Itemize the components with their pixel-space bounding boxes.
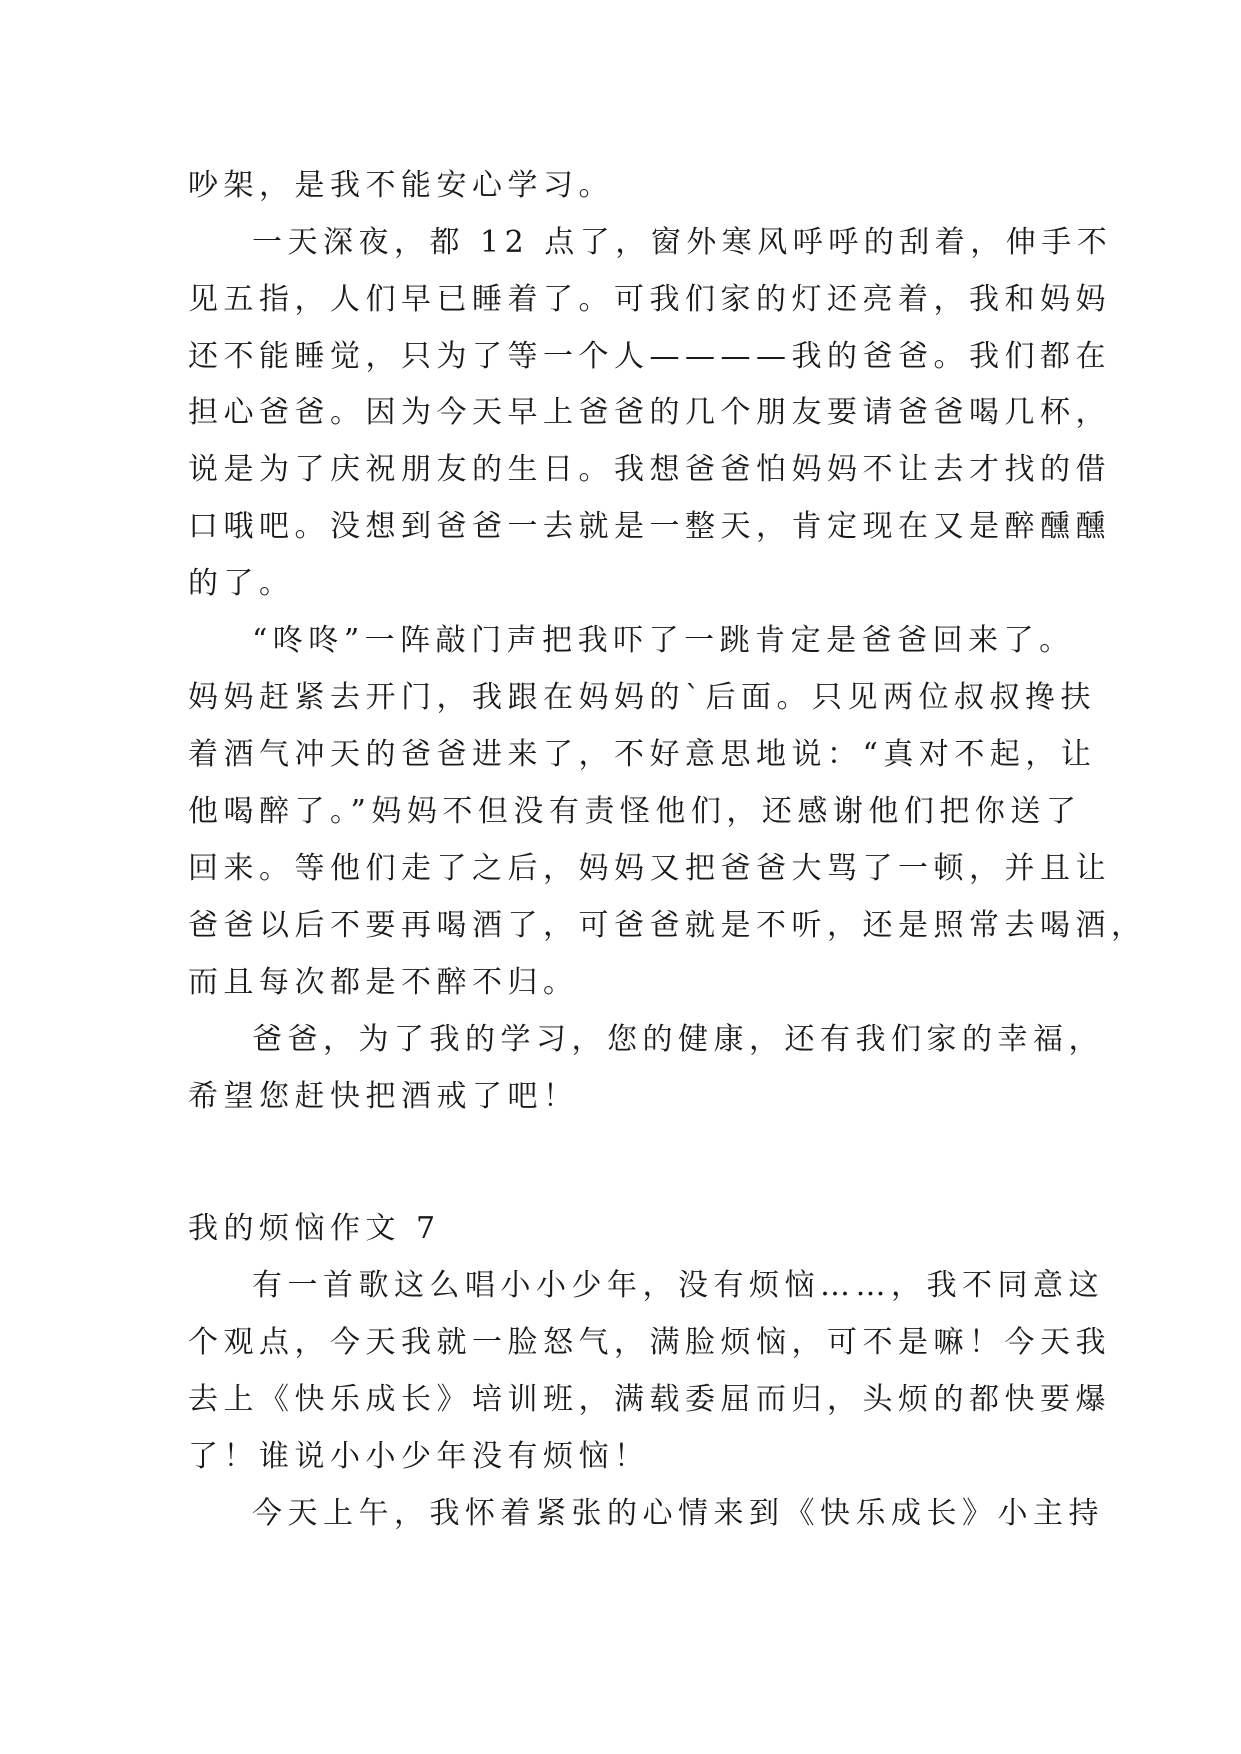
- paragraph-line: 说是为了庆祝朋友的生日。我想爸爸怕妈妈不让去才找的借: [188, 452, 1111, 487]
- paragraph-line: 今天上午，我怀着紧张的心情来到《快乐成长》小主持: [252, 1496, 1104, 1531]
- paragraph-line: 还不能睡觉，只为了等一个人————我的爸爸。我们都在: [188, 339, 1111, 374]
- paragraph-line: “咚咚”一阵敲门声把我吓了一跳肯定是爸爸回来了。: [252, 623, 1075, 658]
- paragraph-line: 希望您赶快把酒戒了吧！: [188, 1079, 579, 1114]
- paragraph-line: 着酒气冲天的爸爸进来了，不好意思地说：“真对不起，让: [188, 737, 1097, 772]
- paragraph-line: 有一首歌这么唱小小少年，没有烦恼……，我不同意这: [252, 1268, 1104, 1303]
- paragraph-line: 他喝醉了。”妈妈不但没有责怪他们，还感谢他们把你送了: [188, 794, 1082, 829]
- paragraph-line: 见五指，人们早已睡着了。可我们家的灯还亮着，我和妈妈: [188, 282, 1111, 317]
- paragraph-line: 一天深夜，都 12 点了，窗外寒风呼呼的刮着，伸手不: [252, 225, 1113, 260]
- paragraph-line: 口哦吧。没想到爸爸一去就是一整天，肯定现在又是醉醺醺: [188, 509, 1111, 544]
- paragraph-line: 爸爸以后不要再喝酒了，可爸爸就是不听，还是照常去喝酒，: [188, 908, 1147, 943]
- paragraph-line: 爸爸，为了我的学习，您的健康，还有我们家的幸福，: [252, 1022, 1104, 1057]
- section-heading: 我的烦恼作文 7: [188, 1211, 441, 1246]
- paragraph-line: 的了。: [188, 566, 295, 601]
- paragraph-line: 去上《快乐成长》培训班，满载委屈而归，头烦的都快要爆: [188, 1382, 1111, 1417]
- paragraph-line: 妈妈赶紧去开门，我跟在妈妈的`后面。只见两位叔叔搀扶: [188, 680, 1096, 715]
- paragraph-line: 吵架，是我不能安心学习。: [188, 168, 614, 203]
- paragraph-line: 担心爸爸。因为今天早上爸爸的几个朋友要请爸爸喝几杯，: [188, 395, 1111, 430]
- paragraph-line: 而且每次都是不醉不归。: [188, 965, 579, 1000]
- paragraph-line: 个观点，今天我就一脸怒气，满脸烦恼，可不是嘛！今天我: [188, 1325, 1111, 1360]
- paragraph-line: 了！谁说小小少年没有烦恼！: [188, 1439, 650, 1474]
- paragraph-line: 回来。等他们走了之后，妈妈又把爸爸大骂了一顿，并且让: [188, 851, 1111, 886]
